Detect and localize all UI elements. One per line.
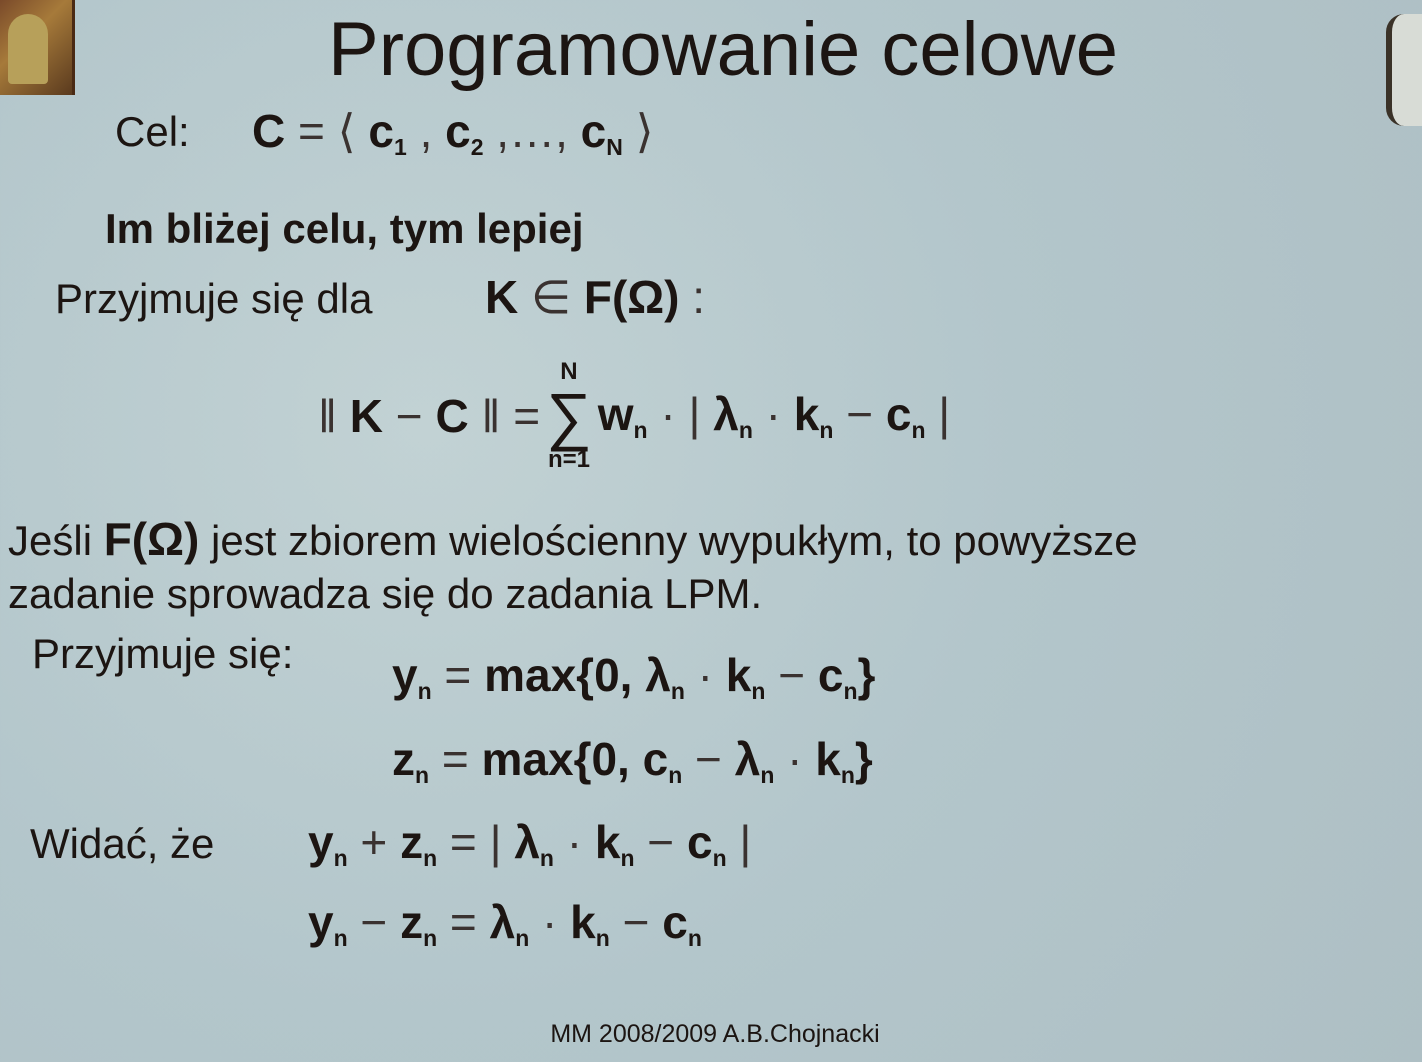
formula-operator: ‖ (468, 390, 514, 442)
przyjmuje-dla-label: Przyjmuje się dla (55, 275, 373, 322)
przyjmuje-label: Przyjmuje się: (32, 630, 294, 677)
lpm-line: zadanie sprowadza się do zadania LPM. (8, 570, 763, 617)
formula-subscript: n (415, 762, 430, 789)
formula-symbol: $c_n$ (662, 896, 702, 952)
formula-symbol: C (435, 390, 469, 442)
formula-subscript: n (515, 925, 530, 952)
formula-operator: − (833, 388, 886, 441)
formula-z-def (392, 732, 873, 789)
formula-operator: − (634, 816, 687, 868)
jesli-word: Jeśli (8, 517, 93, 564)
formula-symbol: $\lambda_n$ (645, 649, 685, 705)
formula-operator: · (553, 816, 595, 868)
formula-subscript: n (843, 678, 858, 705)
formula-symbol: $w_n$ (597, 388, 648, 444)
f-omega (104, 513, 200, 565)
jesli-rest: jest zbiorem wielościenny wypukłym, to powyższe (211, 517, 1138, 564)
formula-symbol: $k_n$ (815, 733, 855, 789)
formula-symbol: $c_n$ (885, 388, 926, 444)
formula-symbol: $c_n$ (817, 649, 858, 705)
formula-subscript: n (333, 845, 348, 872)
formula-subscript: n (595, 925, 610, 952)
formula-operator: − (383, 390, 436, 442)
formula-operator: | (726, 816, 752, 868)
formula-symbol: $y_n$ (308, 896, 348, 952)
formula-symbol: $k_n$ (793, 388, 834, 444)
formula-subscript: n (633, 417, 648, 444)
formula-subscript: n (819, 417, 834, 444)
formula-subscript: n (620, 845, 635, 872)
formula-operator: − (347, 896, 401, 948)
formula-operator: ⟩ (622, 105, 654, 157)
formula-symbol: $z_n$ (392, 733, 430, 789)
formula-operator: | (925, 388, 951, 441)
formula-operator: + (347, 816, 401, 868)
formula-symbol: $k_n$ (725, 649, 766, 705)
sum-operator (546, 360, 592, 472)
formula-operator: , (406, 105, 446, 157)
formula-subscript: n (687, 925, 702, 952)
widac-label: Widać, że (30, 820, 215, 867)
formula-symbol: $\lambda_n$ (734, 733, 775, 789)
heading-closer-better: Im bliżej celu, tym lepiej (105, 205, 584, 252)
formula-y-def (392, 648, 875, 705)
formula-symbol: $\lambda_n$ (489, 896, 530, 952)
formula-symbol: $c_N$ (580, 105, 623, 161)
formula-symbol: max{0, (481, 733, 643, 785)
formula-subscript: 1 (394, 134, 407, 161)
formula-symbol: $c_n$ (686, 816, 727, 872)
formula-symbol: $\lambda_n$ (713, 388, 753, 444)
formula-symbol: $z_n$ (400, 896, 438, 952)
formula-subscript: n (668, 762, 683, 789)
formula-symbol: K (349, 390, 384, 442)
formula-operator: − (609, 896, 663, 948)
formula-subscript: n (423, 925, 438, 952)
formula-subscript: n (738, 417, 753, 444)
slide-footer: MM 2008/2009 A.B.Chojnacki (550, 1020, 880, 1048)
formula-operator: ∈ (518, 271, 584, 323)
formula-operator: ,…, (483, 105, 581, 157)
formula-subscript: n (423, 845, 438, 872)
formula-symbol: $z_n$ (400, 816, 438, 872)
formula-operator: = (285, 105, 338, 157)
sum-upper: N (560, 358, 578, 385)
formula-operator: = (429, 733, 482, 785)
formula-norm (318, 360, 950, 472)
jesli-line (8, 512, 1138, 566)
formula-symbol: } (854, 733, 873, 785)
formula-operator: = (437, 816, 490, 868)
formula-operator: · (684, 649, 726, 701)
formula-operator: = (437, 896, 490, 948)
formula-operator: = (513, 390, 541, 442)
formula-symbol: $k_n$ (594, 816, 635, 872)
formula-subscript: n (911, 417, 926, 444)
formula-symbol: C (252, 105, 286, 157)
sum-lower: n=1 (547, 446, 590, 473)
formula-subscript: n (840, 762, 855, 789)
formula-operator: | (688, 388, 714, 441)
formula-sum-yz (308, 815, 751, 872)
formula-operator: · (774, 733, 816, 785)
formula-operator: ⟨ (337, 105, 369, 157)
formula-operator: ‖ (318, 390, 350, 442)
formula-subscript: n (417, 678, 432, 705)
formula-operator: · (529, 896, 571, 948)
formula-symbol: $y_n$ (392, 649, 432, 705)
formula-symbol: $c_n$ (642, 733, 683, 789)
sum-symbol: ∑ (546, 380, 592, 452)
formula-subscript: n (760, 762, 775, 789)
formula-subscript: n (712, 845, 727, 872)
norm-right (598, 387, 951, 444)
formula-operator: | (489, 816, 515, 868)
formula-symbol: $c_1$ (368, 105, 407, 161)
formula-operator: · (752, 388, 794, 441)
formula-subscript: N (606, 134, 623, 161)
formula-subscript: 2 (470, 134, 484, 161)
formula-operator: · (647, 388, 689, 441)
cel-label: Cel: (115, 108, 190, 155)
norm-left (318, 389, 540, 443)
slide-title: Programowanie celowe (328, 7, 1118, 92)
formula-subscript: n (751, 678, 766, 705)
formula-symbol: $c_2$ (445, 105, 484, 161)
formula-subscript: n (539, 845, 554, 872)
formula-symbol: max{0, (484, 649, 646, 701)
formula-diff-yz (308, 895, 702, 952)
formula-subscript: n (670, 678, 685, 705)
formula-symbol: F(Ω) (103, 513, 200, 565)
formula-symbol: K (485, 271, 519, 323)
formula-subscript: n (333, 925, 348, 952)
formula-operator: : (679, 271, 706, 323)
formula-operator: = (431, 649, 485, 701)
formula-operator: − (765, 649, 818, 701)
formula-symbol: $y_n$ (308, 816, 348, 872)
formula-symbol: F(Ω) (583, 271, 680, 323)
formula-symbol: } (857, 649, 876, 701)
formula-k-in-f (485, 270, 705, 324)
formula-symbol: $k_n$ (570, 896, 610, 952)
formula-symbol: $\lambda_n$ (514, 816, 554, 872)
formula-operator: − (682, 733, 735, 785)
formula-cel (252, 104, 654, 161)
